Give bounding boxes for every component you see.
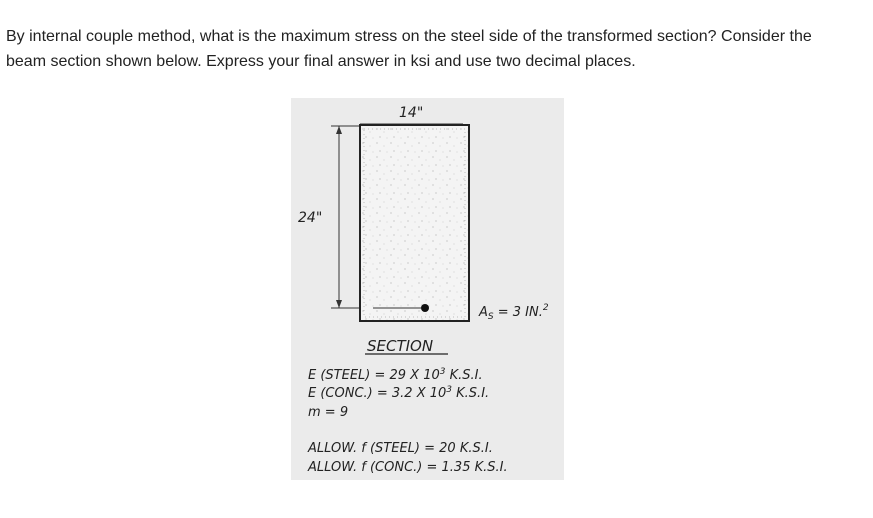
modular-ratio-text: m = 9 bbox=[308, 405, 349, 420]
arrow-down-icon bbox=[336, 300, 342, 308]
section-title: SECTION bbox=[367, 337, 434, 355]
question-line-1: By internal couple method, what is the maximum stress on the steel side of the transformed section? Consider the bbox=[6, 28, 812, 45]
steel-bar-icon bbox=[421, 304, 429, 312]
e-conc-text: E (CONC.) = 3.2 X $10^3$ K.S.I. bbox=[308, 385, 490, 401]
concrete-section bbox=[360, 125, 469, 321]
question-line-2: beam section shown below. Express your final answer in ksi and use two decimal places. bbox=[6, 53, 636, 70]
question-text bbox=[6, 24, 866, 74]
steel-area-label: $A_S = 3$ IN.$^2$ bbox=[479, 303, 549, 322]
allow-conc-text: ALLOW. f (CONC.) = 1.35 K.S.I. bbox=[308, 460, 508, 475]
width-label: 14" bbox=[399, 105, 424, 121]
height-label: 24" bbox=[298, 210, 323, 226]
allow-steel-text: ALLOW. f (STEEL) = 20 K.S.I. bbox=[308, 441, 493, 456]
e-steel-text: E (STEEL) = 29 X $10^3$ K.S.I. bbox=[308, 367, 483, 383]
arrow-up-icon bbox=[336, 126, 342, 134]
beam-section-figure bbox=[291, 98, 564, 480]
beam-section-drawing bbox=[291, 98, 564, 480]
